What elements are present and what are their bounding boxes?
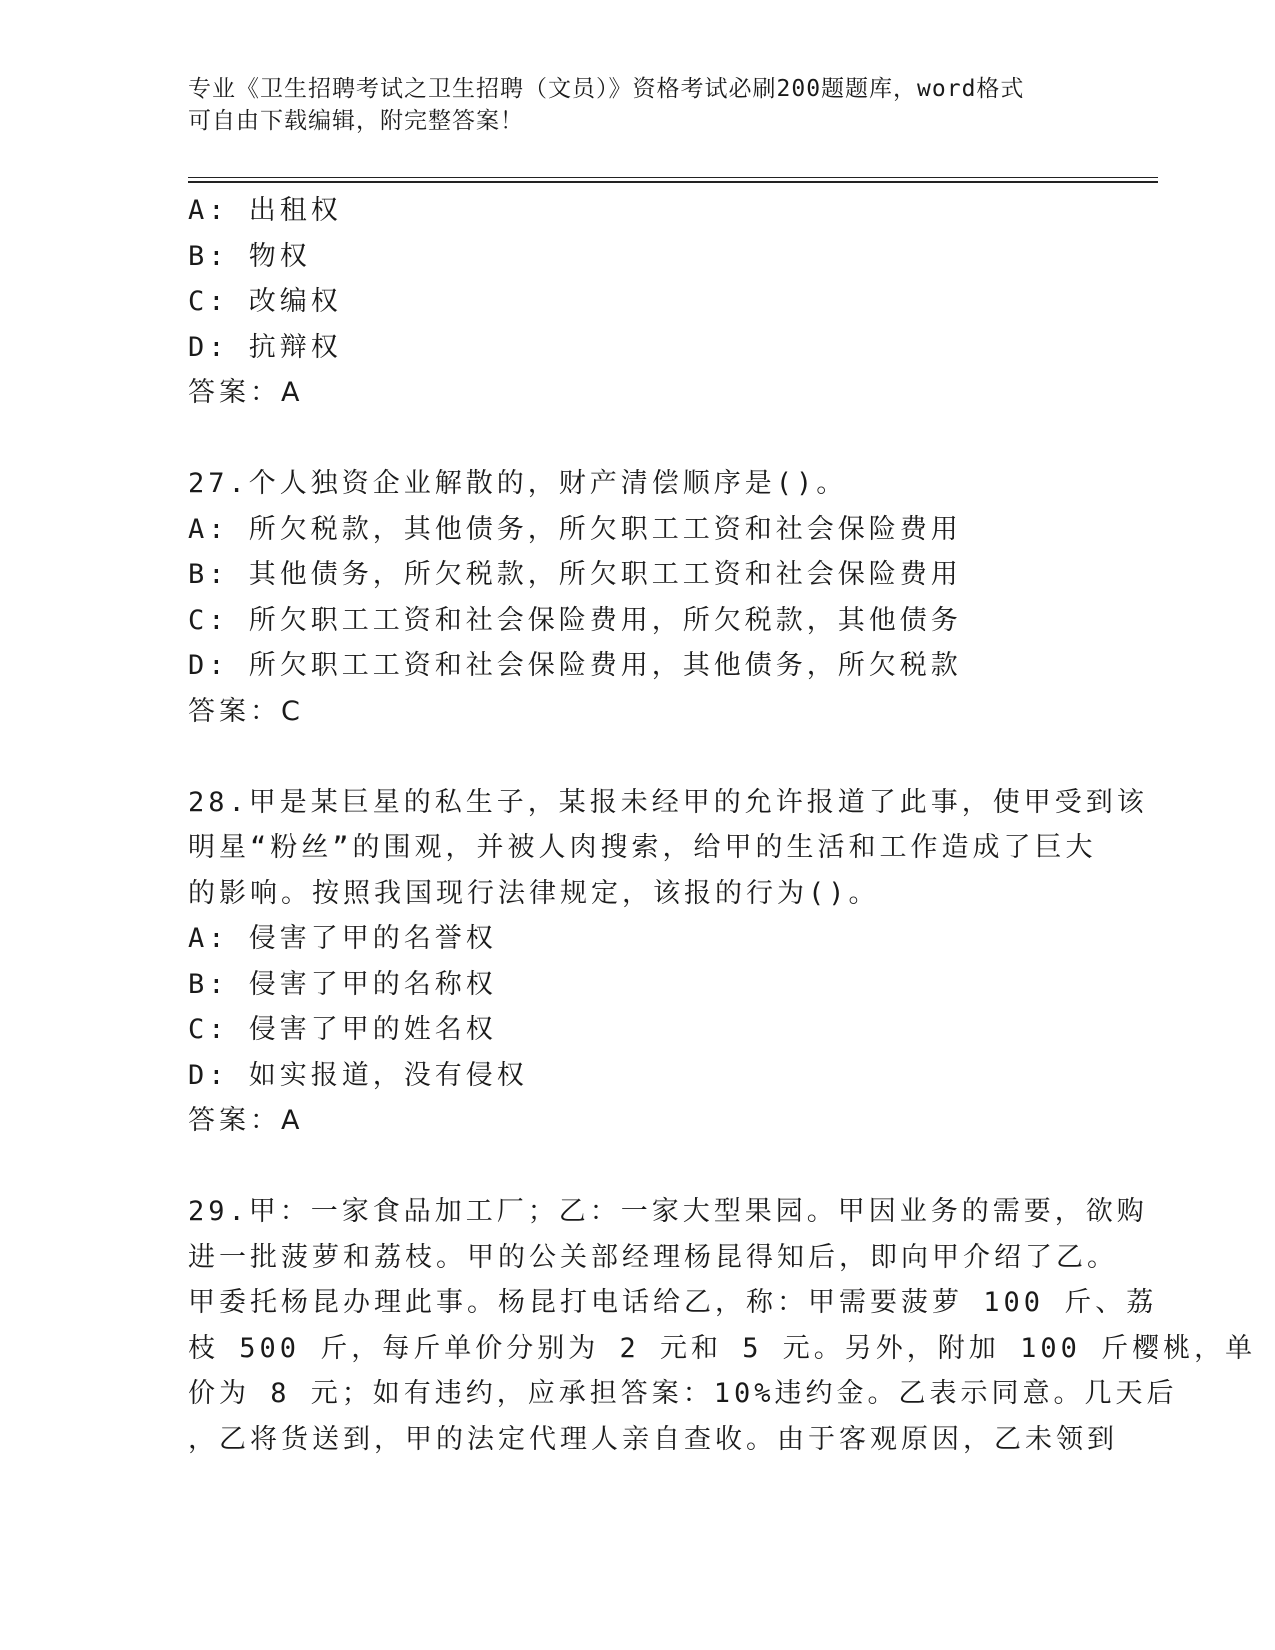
- option-d: D: 所欠职工工资和社会保险费用，其他债务，所欠税款: [188, 650, 962, 681]
- question-stem-line: 甲委托杨昆办理此事。杨昆打电话给乙，称：甲需要菠萝 100 斤、荔: [188, 1287, 1158, 1318]
- question-stem-line: 枝 500 斤，每斤单价分别为 2 元和 5 元。另外，附加 100 斤樱桃，单: [188, 1332, 1257, 1364]
- option-a: A: 侵害了甲的名誉权: [188, 923, 497, 954]
- answer: 答案：C: [188, 695, 304, 727]
- question-stem-line: 进一批菠萝和荔枝。甲的公关部经理杨昆得知后，即向甲介绍了乙。: [188, 1241, 1118, 1273]
- option-a: A: 出租权: [188, 195, 342, 226]
- header-title-line-1: 专业《卫生招聘考试之卫生招聘（文员）》资格考试必刷200题题库，word格式: [188, 76, 1025, 102]
- question-28: [188, 780, 1148, 1144]
- question-stem-line: 28.甲是某巨星的私生子，某报未经甲的允许报道了此事，使甲受到该: [188, 786, 1148, 818]
- option-c: C: 所欠职工工资和社会保险费用，所欠税款，其他债务: [188, 604, 962, 636]
- option-c: C: 改编权: [188, 286, 342, 317]
- question-list: [188, 188, 1257, 1462]
- question-27: [188, 461, 1088, 734]
- option-c: C: 侵害了甲的姓名权: [188, 1014, 497, 1045]
- document-header: [188, 73, 1068, 137]
- question-stem-line: 的影响。按照我国现行法律规定，该报的行为()。: [188, 877, 880, 909]
- option-d: D: 抗辩权: [188, 331, 342, 363]
- spacer: [188, 416, 1088, 462]
- spacer: [188, 1144, 1088, 1190]
- question-stem: 27.个人独资企业解散的，财产清偿顺序是()。: [188, 468, 848, 499]
- question-26-remainder: [188, 188, 1088, 416]
- spacer: [188, 734, 1088, 780]
- question-29: [188, 1189, 1257, 1462]
- question-stem-line: 29.甲：一家食品加工厂；乙：一家大型果园。甲因业务的需要，欲购: [188, 1196, 1148, 1227]
- option-b: B: 物权: [188, 240, 311, 272]
- header-divider: [188, 177, 1158, 183]
- option-b: B: 其他债务，所欠税款，所欠职工工资和社会保险费用: [188, 559, 962, 590]
- question-stem-line: 明星“粉丝”的围观，并被人肉搜索，给甲的生活和工作造成了巨大: [188, 832, 1097, 863]
- answer: 答案：A: [188, 377, 304, 408]
- option-b: B: 侵害了甲的名称权: [188, 968, 497, 1000]
- answer: 答案：A: [188, 1105, 304, 1136]
- option-d: D: 如实报道，没有侵权: [188, 1059, 528, 1091]
- question-stem-line: ，乙将货送到，甲的法定代理人亲自查收。由于客观原因，乙未领到: [188, 1423, 1118, 1455]
- option-a: A: 所欠税款，其他债务，所欠职工工资和社会保险费用: [188, 513, 962, 545]
- question-stem-line: 价为 8 元；如有违约，应承担答案：10%违约金。乙表示同意。几天后: [188, 1378, 1178, 1409]
- header-title-line-2: 可自由下载编辑，附完整答案！: [188, 108, 524, 134]
